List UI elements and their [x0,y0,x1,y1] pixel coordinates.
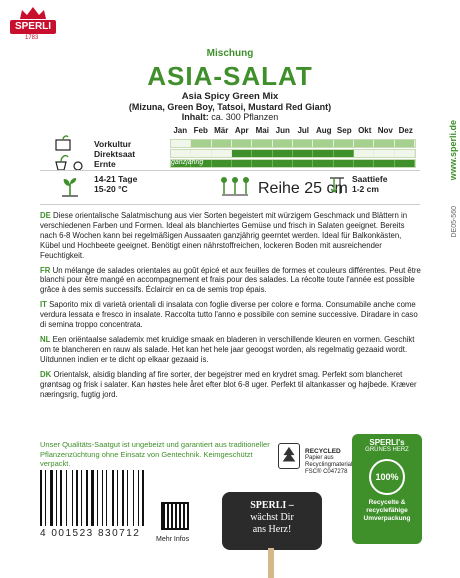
calendar-cell [374,160,394,167]
calendar-cell [374,140,394,147]
badge-percent: 100% [375,472,399,482]
calendar-cell [293,150,313,157]
calendar-cell [252,140,272,147]
barcode-bar [129,470,132,526]
barcode-bar [91,470,94,526]
germination-time: 14-21 Tage [94,174,138,184]
recycled-line1: Papier aus [305,455,334,461]
calendar-cell [313,140,333,147]
barcode-bar [60,470,62,526]
year-round-label: ganzjährig [171,159,204,166]
calendar-cell [171,150,191,157]
calendar-cell [354,150,374,157]
content [0,112,460,122]
category-label: Mischung [206,48,254,59]
row-label-direktsaat: Direktsaat [94,149,136,159]
barcode-bar [54,470,55,526]
calendar-cell [354,160,374,167]
barcode-bar [133,470,134,526]
month: Nov [377,126,393,135]
badge-line1: Recycelte & [368,499,406,506]
growing-info [40,172,420,198]
barcode-bar [140,470,141,526]
month: Sep [336,126,352,135]
barcode-bar [104,470,105,526]
text-nl [40,335,422,365]
barcode-bar [142,470,144,526]
tree-icon [279,444,299,468]
calendar-cell [334,150,354,157]
text-fr [40,266,422,296]
sign-brand: SPERLI – [250,500,294,511]
heart-icon [369,459,405,495]
content-value: ca. 300 Pflanzen [211,112,279,122]
month: Jul [297,126,310,135]
barcode-bar [58,470,59,526]
calendar-cell [232,140,252,147]
calendar-cell [212,140,232,147]
row-label-ernte: Ernte [94,159,116,169]
month: Jan [173,126,188,135]
calendar-cell [313,160,333,167]
calendar-row-vorkultur [170,139,416,148]
barcode-bar [76,470,78,526]
sowing-depth [352,174,387,194]
lang-code: DE [40,211,51,220]
row-spacing-icon [220,174,250,196]
text-it [40,300,422,330]
barcode-bar [102,470,103,526]
varieties: (Mizuna, Green Boy, Tatsoi, Mustard Red Giant) [128,102,332,112]
fsc-logo [278,443,300,469]
calendar-cell [334,160,354,167]
calendar-cell [395,160,415,167]
barcode-bar [56,470,57,526]
month: Okt [358,126,372,135]
calendar-cell [191,150,211,157]
barcode-bar [43,470,44,526]
seedling-icon [52,134,88,174]
calendar-cell [334,140,354,147]
product-name: ASIA-SALAT [147,61,313,91]
barcode [40,470,150,544]
recycled-heading: RECYCLED [305,448,341,455]
badge-sub: GRÜNES HERZ [365,447,409,453]
sign-line2: ans Herz! [252,524,292,535]
divider [40,170,420,171]
title-block [0,48,460,122]
text-body: Een oriëntaalse salademix met kruidige smaak en bladeren in verschillende kleuren en vormen. Geschikt om te blancheren en rauw als salade. Het kan het hele jaar geoogst worden, als regelmatig gezaaid wordt. Uitdunnen indien er te dicht op elkaar gezaaid is. [40,334,415,364]
month: Feb [193,126,208,135]
barcode-bar [79,470,80,526]
barcode-number: 4 001523 830712 [40,528,141,539]
text-body: Un mélange de salades orientales au goût épicé et aux feuilles de formes et couleurs différentes. Peut être blanchi pour être mangé en accompagnement et frais pour des salades. La récolte toute l'année est possible grâce à des semis successifs. Éclaircir en ca de semis trop épais. [40,265,421,295]
barcode-bar [106,470,107,526]
barcode-bar [99,470,101,526]
barcode-bar [97,470,98,526]
barcode-bar [83,470,85,526]
calendar-row-direktsaat [170,149,416,158]
english-name: Asia Spicy Green Mix [181,91,279,102]
qr-label: Mehr Infos [156,536,190,543]
month-header [170,126,416,135]
barcode-bar [68,470,71,526]
calendar-cell [293,160,313,167]
barcode-bar [112,470,114,526]
calendar-cell [374,150,394,157]
month: Apr [234,126,249,135]
slogan-sign [222,492,322,550]
depth-value: 1-2 cm [352,184,379,194]
barcode-bar [45,470,46,526]
month: Jun [275,126,290,135]
calendar-row-ernte [170,159,416,168]
lang-code: IT [40,300,47,310]
barcode-bar [127,470,128,526]
recycled-line2: Recyclingmaterial [305,462,353,468]
recycled-info [305,448,359,476]
calendar-cell [273,150,293,157]
calendar-cell [273,160,293,167]
barcode-bar [117,470,118,526]
barcode-bar [66,470,67,526]
row-spacing: Reihe 25 cm [258,180,348,197]
qr-code[interactable] [161,502,189,530]
crown-icon [18,6,48,20]
month: Aug [315,126,332,135]
calendar-cell [191,140,211,147]
barcode-bar [108,470,111,526]
row-label-vorkultur: Vorkultur [94,139,132,149]
barcode-bar [125,470,126,526]
sperli-logo [10,6,56,46]
quality-note: Unser Qualitäts-Saatgut ist ungebeizt und garantiert aus traditioneller Pflanzenzüchtung ohne Einsatz von Gentechnik. Keimgeschützt verpackt. [40,440,270,468]
divider [40,204,420,205]
barcode-bar [40,470,42,526]
barcode-bar [115,470,116,526]
calendar-cell [313,150,333,157]
depth-label: Saattiefe [352,174,388,184]
sign-stick [268,548,274,578]
badge-line3: Umverpackung [363,515,411,522]
barcode-bar [63,470,65,526]
side-url: www.sperli.de [448,120,458,181]
barcode-bar [135,470,137,526]
calendar-cell [171,140,191,147]
content-label: Inhalt: [181,112,209,122]
germination-info [94,174,137,194]
text-body: Saporito mix di varietà orientali di insalata con foglie diverse per colore e forma. Consumabile anche come verdura lessata e fresco in insalate. Raccolta tutto l'anno e possibile con semine successive. Diradare in caso di semina troppo concentrata. [40,300,418,330]
lang-code: DK [40,369,52,379]
germination-temp: 15-20 °C [94,184,128,194]
calendar-cell [293,140,313,147]
barcode-bar [138,470,139,526]
barcode-bar [119,470,121,526]
sowing-depth-icon [326,174,348,198]
text-dk [40,370,422,400]
text-body: Diese orientalische Salatmischung aus vier Sorten begeistert mit würzigem Geschmack und Blättern in verschiedenen Farben und Formen. Ideal als blanchiertes Gemüse und frisch in Salaten geeignet. Bereits nach 6-8 Wochen kann bei regelmäßigen Aussaaten ganzjährig geerntet werden. Ideal für Balkonkästen, Kübel und Hochbeete geeignet. Benötigt einen nährstoffreichen, lockeren Boden mit ausreichender Feuchtigkeit. [40,211,408,260]
barcode-bar [50,470,53,526]
month: Mai [255,126,269,135]
calendar-cell [273,140,293,147]
badge-line2: recyclefähige [366,507,408,514]
description-texts [40,211,422,404]
barcode-bars [40,470,148,526]
badge-brand: SPERLI's [369,438,405,447]
calendar-cell [212,150,232,157]
calendar-cell [252,150,272,157]
barcode-bar [86,470,88,526]
barcode-bar [95,470,96,526]
barcode-bar [74,470,75,526]
month: Mär [214,126,229,135]
calendar-cell [232,150,252,157]
calendar-cell [395,150,415,157]
month: Dez [398,126,413,135]
barcode-bar [47,470,49,526]
logo-year: 1783 [25,35,39,41]
calendar-cell [252,160,272,167]
barcode-bar [89,470,90,526]
text-body: Orientalsk, alsidig blanding af fire sorter, der begejstrer med en krydret smag. Perfekt som blancheret grøntsag og frisk i salater. Kan høstes hele året efter blot 6-8 uger. Perfekt til altankasser og højbede. Kræver næringsrig, fugtig jord. [40,369,417,399]
germination-icon [58,174,82,198]
calendar-cell [354,140,374,147]
calendar-cell [395,140,415,147]
text-de [40,211,422,261]
side-code: DE05-560 [451,206,458,238]
logo-brand: SPERLI [10,20,56,34]
barcode-bar [81,470,82,526]
calendar-cell [212,160,232,167]
barcode-bar [72,470,73,526]
barcode-bar [145,470,147,526]
fsc-code: FSC® C047278 [305,469,348,475]
sign-line1: wächst Dir [250,512,294,523]
calendar-cell [232,160,252,167]
barcode-bar [122,470,124,526]
green-heart-badge [352,434,422,544]
lang-code: FR [40,265,51,275]
lang-code: NL [40,334,51,344]
